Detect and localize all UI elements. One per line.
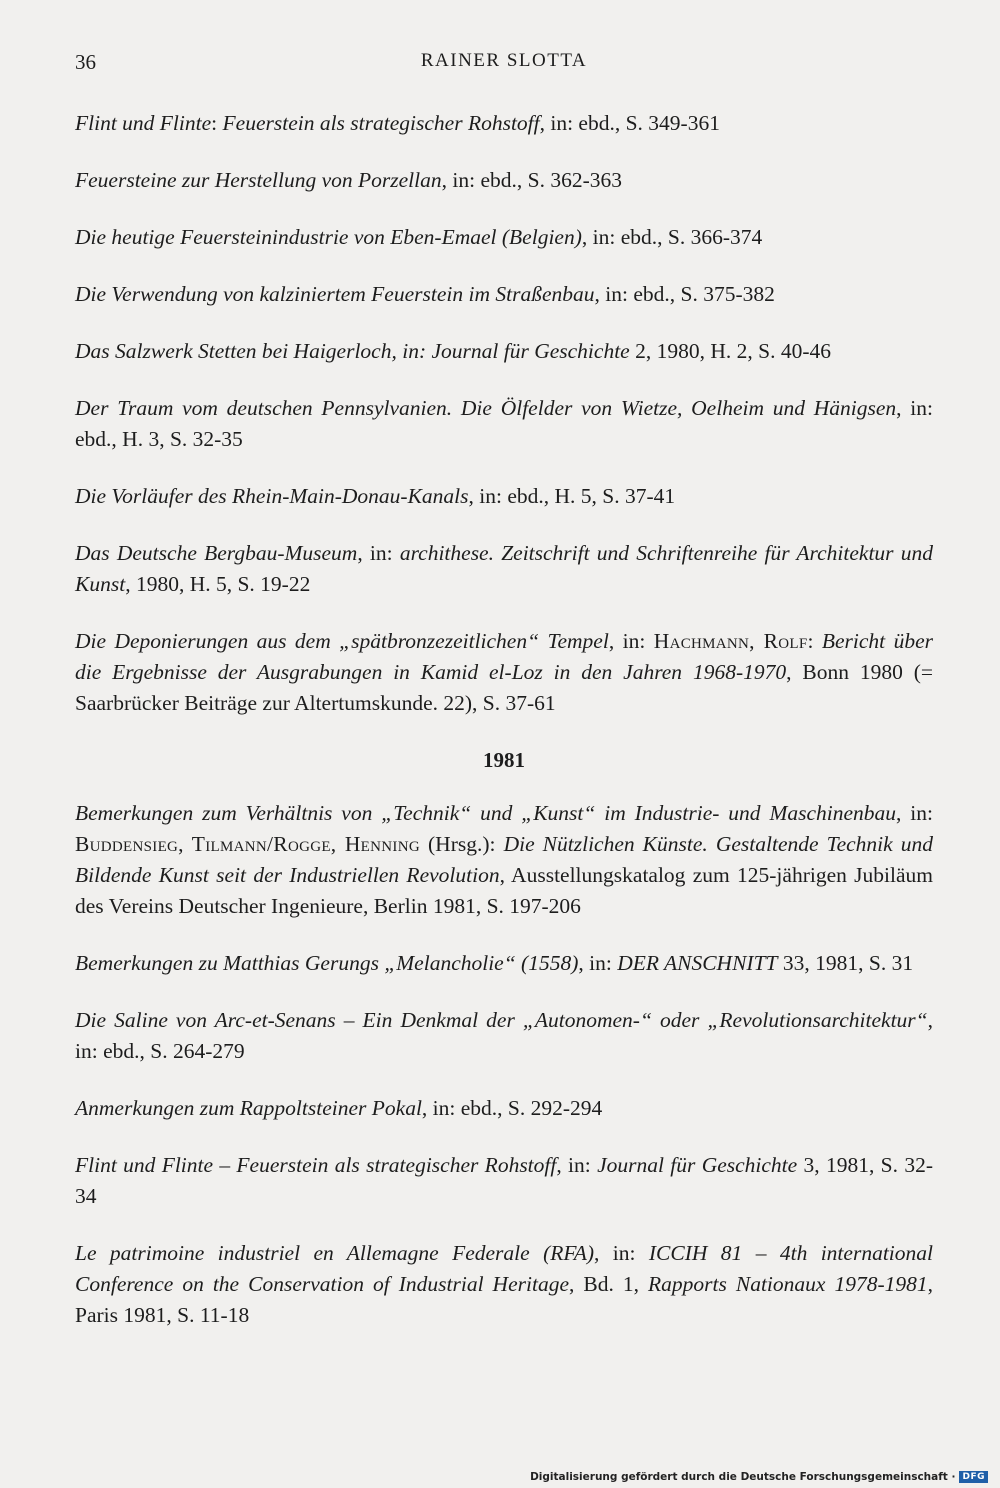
entry-text-segment: :	[807, 629, 822, 653]
entry-text-segment: , in: ebd., H. 3, S. 32-35	[75, 396, 933, 451]
bibliography-entry	[75, 798, 933, 922]
entry-title-segment: Die Nützlichen Künste. Gestaltende Technik und Bildende Kunst seit der Industriellen Revolution	[75, 832, 933, 887]
entry-text-segment: 3, 1981, S. 32-34	[75, 1153, 933, 1208]
entry-title-segment: Die heutige Feuersteinindustrie von Eben-Emael (Belgien)	[75, 225, 582, 249]
entry-text-segment: , in:	[578, 951, 618, 975]
bibliography-entry	[75, 108, 933, 139]
entry-text-segment: , in: ebd., H. 5, S. 37-41	[468, 484, 676, 508]
entry-text-segment: :	[211, 111, 223, 135]
entry-text-segment: , in: ebd., S. 264-279	[75, 1008, 933, 1063]
entry-text-segment: , in:	[896, 801, 933, 825]
bibliography-entry	[75, 1093, 933, 1124]
year-heading: 1981	[483, 748, 525, 772]
footer	[530, 1471, 988, 1483]
entry-title-segment: Journal für Geschichte	[597, 1153, 798, 1177]
entry-title-segment: Der Traum vom deutschen Pennsylvanien. Die Ölfelder von Wietze, Oelheim und Hänigsen	[75, 396, 897, 420]
bibliography-entry	[75, 336, 933, 367]
entry-title-segment: Flint und Flinte – Feuerstein als strategischer Rohstoff	[75, 1153, 557, 1177]
entry-title-segment: Rapports Nationaux 1978-1981	[648, 1272, 928, 1296]
entry-text-segment: , Paris 1981, S. 11-18	[75, 1272, 933, 1327]
entry-text-segment: , in: ebd., S. 292-294	[421, 1096, 603, 1120]
entries-1981	[75, 798, 933, 1331]
entry-text-segment: , in: ebd., S. 366-374	[581, 225, 763, 249]
page-header	[75, 50, 933, 80]
entry-text-segment: , in: ebd., S. 362-363	[441, 168, 622, 192]
entry-text-segment: , Bonn 1980 (= Saarbrücker Beiträge zur Altertumskunde. 22), S. 37-61	[75, 660, 933, 715]
entry-title-segment: ICCIH 81 – 4th international Conference on the Conservation of Industrial Heritage	[75, 1241, 933, 1296]
entries-1980	[75, 108, 933, 719]
bibliography-entry	[75, 393, 933, 455]
entry-text-segment: Hachmann, Rolf	[653, 629, 808, 653]
entry-title-segment: Bemerkungen zu Matthias Gerungs „Melancholie“ (1558)	[75, 951, 579, 975]
entry-text-segment: , in: ebd., S. 349-361	[539, 111, 720, 135]
bibliography-entry	[75, 165, 933, 196]
footer-text: Digitalisierung gefördert durch die Deutsche Forschungsgemeinschaft ·	[530, 1471, 956, 1483]
bibliography-entry	[75, 1005, 933, 1067]
entry-title-segment: Flint und Flinte	[75, 111, 212, 135]
entry-title-segment: DER ANSCHNITT	[617, 951, 778, 975]
entry-title-segment: Le patrimoine industriel en Allemagne Federale (RFA)	[75, 1241, 595, 1265]
entry-title-segment: Die Vorläufer des Rhein-Main-Donau-Kanals	[75, 484, 469, 508]
bibliography-entry	[75, 222, 933, 253]
entry-text-segment: , in:	[357, 541, 400, 565]
entry-title-segment: Die Saline von Arc-et-Senans – Ein Denkmal der „Autonomen-“ oder „Revolutionsarchitektur“	[75, 1008, 928, 1032]
entry-title-segment: Feuerstein als strategischer Rohstoff	[222, 111, 540, 135]
entry-text-segment: , Bd. 1,	[568, 1272, 648, 1296]
entry-text-segment: , in: ebd., S. 375-382	[594, 282, 775, 306]
bibliography-entry	[75, 1150, 933, 1212]
bibliography-entry	[75, 626, 933, 719]
bibliography-entry	[75, 538, 933, 600]
bibliography-entry	[75, 481, 933, 512]
running-head: RAINER SLOTTA	[420, 50, 588, 71]
entry-title-segment: Bericht über die Ergebnisse der Ausgrabungen in Kamid el-Loz in den Jahren 1968-1970	[75, 629, 933, 684]
entry-title-segment: archithese. Zeitschrift und Schriftenreihe für Architektur und Kunst	[75, 541, 933, 596]
entry-title-segment: Das Deutsche Bergbau-Museum	[75, 541, 358, 565]
bibliography-entry	[75, 948, 933, 979]
page-number: 36	[75, 50, 96, 74]
bibliography-entry	[75, 279, 933, 310]
entry-text-segment: (Hrsg.):	[419, 832, 504, 856]
entry-title-segment: Das Salzwerk Stetten bei Haigerloch, in: Journal für Geschichte	[75, 339, 630, 363]
entry-title-segment: Feuersteine zur Herstellung von Porzellan	[75, 168, 442, 192]
entry-text-segment: , in:	[608, 629, 654, 653]
entry-title-segment: Die Deponierungen aus dem „spätbronzezeitlichen“ Tempel	[75, 629, 609, 653]
entry-text-segment: , Ausstellungskatalog zum 125-jährigen Jubiläum des Vereins Deutscher Ingenieure, Berlin 1981, S. 197-206	[75, 863, 933, 918]
dfg-logo: DFG	[959, 1471, 988, 1483]
entry-text-segment: , 1980, H. 5, S. 19-22	[125, 572, 311, 596]
entry-text-segment: , in:	[556, 1153, 598, 1177]
entry-text-segment: Buddensieg, Tilmann/Rogge, Henning	[75, 832, 420, 856]
entry-title-segment: Die Verwendung von kalziniertem Feuerstein im Straßenbau	[75, 282, 595, 306]
entry-text-segment: 33, 1981, S. 31	[777, 951, 914, 975]
entry-text-segment: 2, 1980, H. 2, S. 40-46	[629, 339, 831, 363]
bibliography	[75, 108, 933, 1357]
entry-text-segment: , in:	[594, 1241, 649, 1265]
entry-title-segment: Bemerkungen zum Verhältnis von „Technik“ und „Kunst“ im Industrie- und Maschinenbau	[75, 801, 897, 825]
bibliography-entry	[75, 1238, 933, 1331]
entry-title-segment: Anmerkungen zum Rappoltsteiner Pokal	[75, 1096, 422, 1120]
